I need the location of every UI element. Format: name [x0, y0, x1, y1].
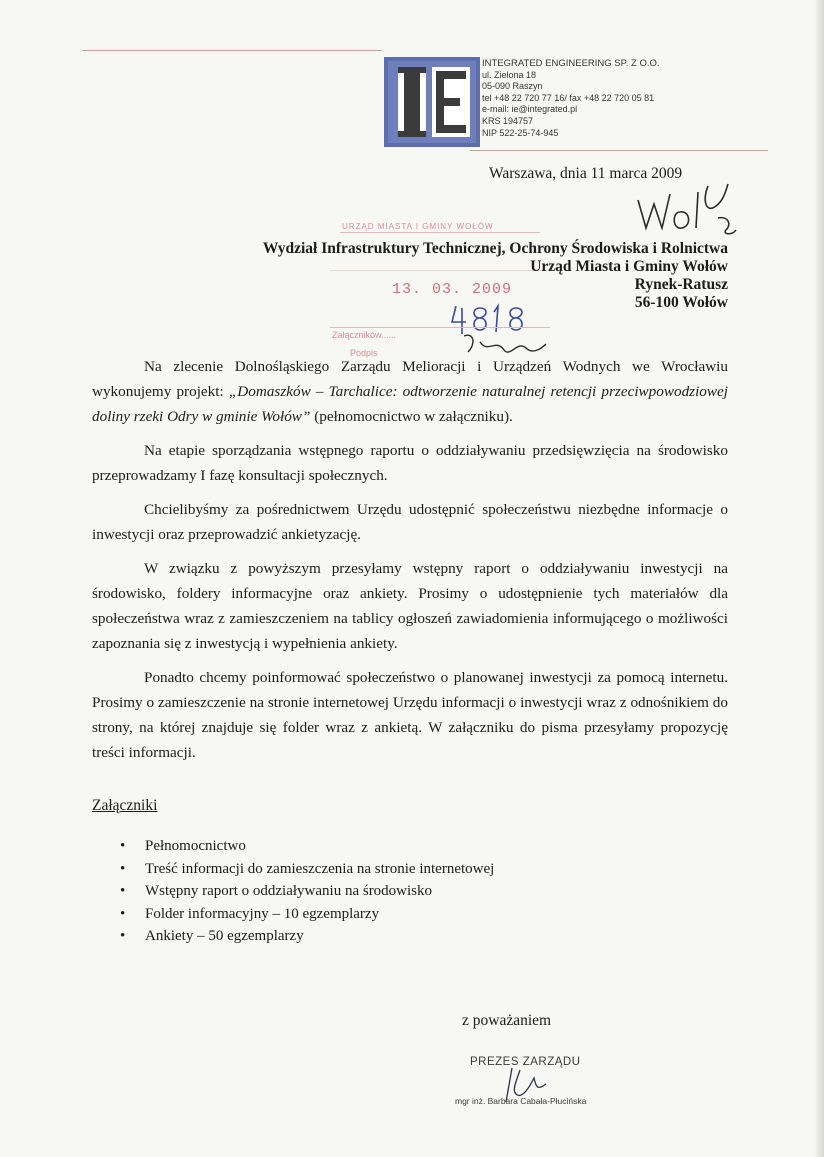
company-email: e-mail: ie@integrated.pl	[482, 104, 578, 115]
recipient-office: Urząd Miasta i Gminy Wołów	[530, 258, 728, 275]
list-item: • Ankiety – 50 egzemplarzy	[120, 925, 494, 948]
stamp-signature-label: Podpis	[350, 348, 378, 358]
body-paragraph: Na etapie sporządzania wstępnego raportu o oddziaływaniu przedsięwzięcia na środowisko przeprowadzamy I fazę konsultacji społecznych.	[92, 442, 728, 484]
list-item: • Wstępny raport o oddziaływaniu na środowisko	[120, 880, 494, 903]
list-item: • Pełnomocnictwo	[120, 835, 494, 858]
list-item: • Treść informacji do zamieszczenia na stronie internetowej	[120, 858, 494, 881]
body-paragraph-end: (pełnomocnictwo w załączniku).	[310, 408, 513, 425]
company-street: ul. Zielona 18	[482, 69, 537, 80]
recipient-block	[263, 240, 728, 312]
recipient-street: Rynek-Ratusz	[634, 276, 728, 293]
company-logo	[384, 57, 480, 147]
body-paragraph-intro: Na zlecenie Dolnośląskiego Zarządu Melioracji i Urządzeń Wodnych we Wrocławiu wykonujemy projekt:	[92, 358, 728, 400]
company-postal: 05-090 Raszyn	[482, 81, 543, 92]
recipient-city: 56-100 Wołów	[634, 294, 728, 311]
body-paragraph: W związku z powyższym przesyłamy wstępny raport o oddziaływaniu inwestycji na środowisko, foldery informacyjne oraz ankiety. Prosimy o udostępnienie tych materiałów dla społeczeństwa wraz z zamieszczeniem na tablicy ogłoszeń zawiadomienia informującego o możliwości zapoznania się z inwestycją i wypełnienia ankiety.	[92, 560, 728, 652]
project-title: „Domaszków – Tarchalice: odtworzenie naturalnej retencji przeciwpowodziowej doliny rzeki Odry w gminie Wołów”	[92, 383, 728, 425]
body-paragraph: Chcielibyśmy za pośrednictwem Urzędu udostępnić społeczeństwu niezbędne informacje o inwestycji oraz przeprowadzić ankietyzację.	[92, 501, 728, 543]
recipient-department: Wydział Infrastruktury Technicznej, Ochrony Środowiska i Rolnictwa	[262, 240, 728, 257]
company-krs: KRS 194757	[482, 115, 534, 126]
list-item: • Folder informacyjny – 10 egzemplarzy	[120, 903, 494, 926]
body-paragraph: Ponadto chcemy poinformować społeczeństwo o planowanej inwestycji za pomocą internetu. Prosimy o zamieszczenie na stronie internetowej Urzędu informacji o inwestycji wraz z odnośnikiem do strony, na której znajduje się folder wraz z ankietą. W załączniku do pisma przesyłamy propozycję treści informacji.	[92, 669, 728, 761]
date-line: Warszawa, dnia 11 marca 2009	[489, 165, 683, 182]
company-phone: tel +48 22 720 77 16/ fax +48 22 720 05 81	[482, 92, 655, 103]
stamp-attachments-label: Załączników......	[332, 330, 397, 340]
company-name: INTEGRATED ENGINEERING SP. Z O.O.	[482, 58, 660, 69]
stamp-rule	[330, 327, 550, 328]
stamp-header: URZĄD MIASTA I GMINY WOŁÓW	[342, 222, 494, 231]
stamp-received-date: 13. 03. 2009	[392, 281, 513, 298]
company-nip: NIP 522-25-74-945	[482, 127, 559, 138]
signatory-name: mgr inż. Barbara Cabała-Płucińska	[455, 1096, 587, 1106]
header-rule-left	[82, 50, 382, 51]
closing-regards: z poważaniem	[462, 1012, 552, 1029]
header-rule-right	[470, 150, 768, 151]
signatory-title: PREZES ZARZĄDU	[470, 1056, 581, 1068]
letter-body	[92, 354, 728, 774]
attachments-title: Załączniki	[92, 797, 158, 814]
company-details	[482, 58, 660, 139]
stamp-rule	[340, 232, 540, 233]
body-paragraph	[92, 354, 728, 429]
scan-edge-shadow	[814, 0, 824, 1157]
handwritten-reference	[632, 180, 742, 240]
attachments-list	[120, 835, 494, 948]
